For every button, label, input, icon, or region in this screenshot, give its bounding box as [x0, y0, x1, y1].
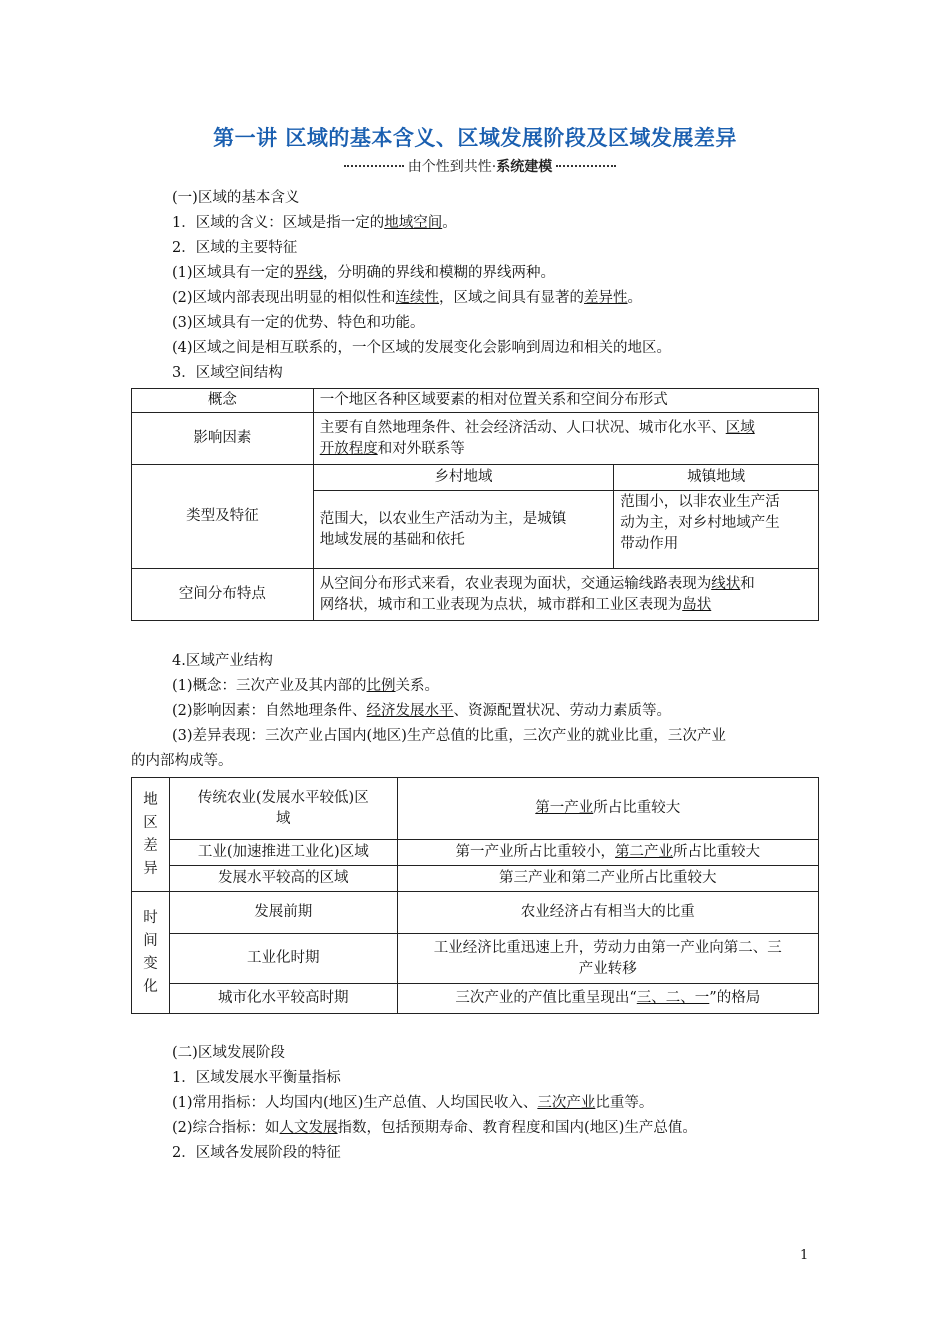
- distribution-cell: 从空间分布形式来看，农业表现为面状，交通运输线路表现为线状和 网络状，城市和工业表现为点状，城市群和工业区表现为岛状: [313, 569, 818, 621]
- table-cell: 工业(加速推进工业化)区域: [169, 840, 397, 866]
- dotted-rule-right: [556, 165, 616, 167]
- paragraph-line: 3．区域空间结构: [172, 365, 283, 381]
- paragraph-line: 的内部构成等。: [131, 753, 233, 769]
- paragraph-line: (2)影响因素：自然地理条件、经济发展水平、资源配置状况、劳动力素质等。: [172, 703, 672, 719]
- dotted-rule-left: [344, 165, 404, 167]
- table-cell: 城市化水平较高时期: [169, 984, 397, 1014]
- page-number: 1: [800, 1248, 809, 1263]
- table-cell: 发展前期: [169, 892, 397, 934]
- paragraph-line: (2)综合指标：如人文发展指数，包括预期寿命、教育程度和国内(地区)生产总值。: [172, 1120, 697, 1136]
- section-banner: [340, 156, 620, 176]
- table-cell: 发展水平较高的区域: [169, 866, 397, 892]
- paragraph-line: (3)差异表现：三次产业占国内(地区)生产总值的比重，三次产业的就业比重，三次产业: [172, 728, 726, 744]
- group-label-regional-difference: 地 区 差 异: [132, 778, 170, 892]
- group-label-temporal-change: 时 间 变 化: [132, 892, 170, 1014]
- table-cell: 第一产业所占比重较大: [397, 778, 818, 840]
- rural-cell: 范围大，以农业生产活动为主，是城镇 地域发展的基础和依托: [313, 491, 614, 569]
- table-cell: 工业化时期: [169, 934, 397, 984]
- urban-cell: 范围小，以非农业生产活 动为主，对乡村地域产生 带动作用: [614, 491, 819, 569]
- paragraph-line: 2．区域各发展阶段的特征: [172, 1145, 341, 1161]
- urban-header: 城镇地域: [614, 465, 819, 491]
- row-label-types: 类型及特征: [132, 465, 314, 569]
- concept-cell: 一个地区各种区域要素的相对位置关系和空间分布形式: [313, 389, 818, 413]
- paragraph-line: (1)概念：三次产业及其内部的比例关系。: [172, 678, 440, 694]
- table-cell: 第一产业所占比重较小，第二产业所占比重较大: [397, 840, 818, 866]
- table-cell: 第三产业和第二产业所占比重较大: [397, 866, 818, 892]
- paragraph-line: 1．区域的含义：区域是指一定的地域空间。: [172, 215, 457, 231]
- paragraph-line: (3)区域具有一定的优势、特色和功能。: [172, 315, 425, 331]
- paragraph-line: (1)区域具有一定的界线，分明确的界线和模糊的界线两种。: [172, 265, 556, 281]
- paragraph-line: 2．区域的主要特征: [172, 240, 298, 256]
- row-label-concept: 概念: [132, 389, 314, 413]
- table-cell: 传统农业(发展水平较低)区 域: [169, 778, 397, 840]
- table-cell: 工业经济比重迅速上升，劳动力由第一产业向第二、三 产业转移: [397, 934, 818, 984]
- table-cell: 农业经济占有相当大的比重: [397, 892, 818, 934]
- spatial-structure-table: [131, 388, 819, 621]
- paragraph-line: (4)区域之间是相互联系的，一个区域的发展变化会影响到周边和相关的地区。: [172, 340, 672, 356]
- section-heading: 4.区域产业结构: [172, 653, 273, 669]
- factors-cell: 主要有自然地理条件、社会经济活动、人口状况、城市化水平、区域 开放程度和对外联系等: [313, 413, 818, 465]
- rural-header: 乡村地域: [313, 465, 614, 491]
- section-heading: (一)区域的基本含义: [172, 190, 300, 206]
- banner-text: 由个性到共性·系统建模: [407, 159, 553, 175]
- row-label-distribution: 空间分布特点: [132, 569, 314, 621]
- section-heading: (二)区域发展阶段: [172, 1045, 285, 1061]
- industry-structure-table: [131, 777, 819, 1014]
- paragraph-line: 1．区域发展水平衡量指标: [172, 1070, 341, 1086]
- page-title: 第一讲 区域的基本含义、区域发展阶段及区域发展差异: [213, 126, 737, 150]
- row-label-factors: 影响因素: [132, 413, 314, 465]
- paragraph-line: (2)区域内部表现出明显的相似性和连续性，区域之间具有显著的差异性。: [172, 290, 643, 306]
- table-cell: 三次产业的产值比重呈现出“三、二、一”的格局: [397, 984, 818, 1014]
- paragraph-line: (1)常用指标：人均国内(地区)生产总值、人均国民收入、三次产业比重等。: [172, 1095, 654, 1111]
